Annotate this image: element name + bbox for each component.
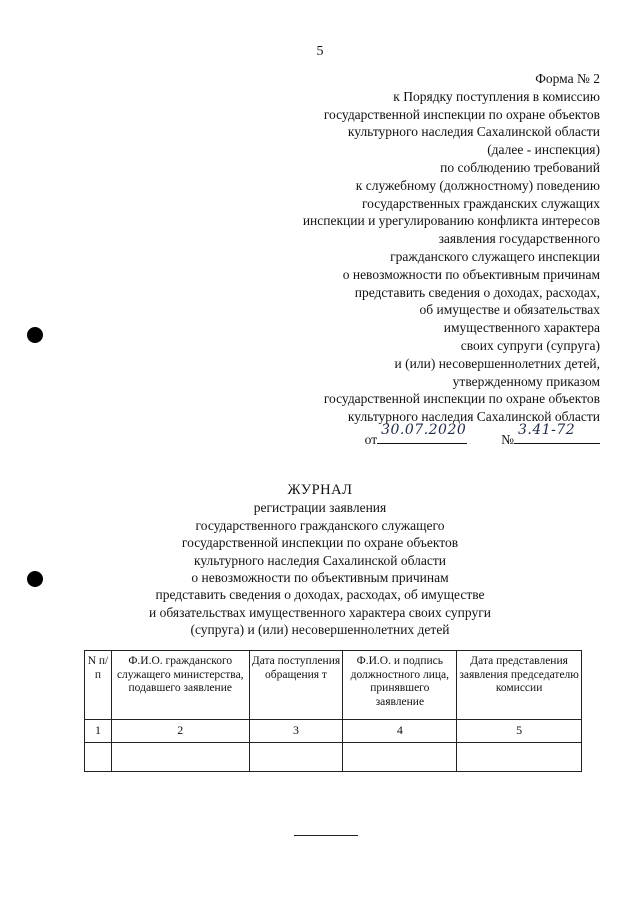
table-cell: 2 [111, 720, 249, 743]
table-cell [343, 743, 457, 772]
header-line: об имуществе и обязательствах [419, 302, 600, 318]
col-header-receipt-date: Дата поступления обращения т [249, 651, 343, 720]
header-line: инспекции и урегулированию конфликта интересов [302, 213, 600, 229]
col-header-official-name: Ф.И.О. и подпись должностного лица, принявшего заявление [343, 651, 457, 720]
header-line: культурного наследия Сахалинской области [347, 409, 600, 425]
col-header-presentation-date: Дата представления заявления председателю комиссии [457, 651, 582, 720]
page-number: 5 [316, 44, 324, 59]
journal-line: (супруга) и (или) несовершеннолетних детей [190, 622, 450, 638]
header-line: утвержденному приказом [452, 373, 600, 389]
col-header-number: N п/п [85, 651, 112, 720]
table-cell: 3 [249, 720, 343, 743]
header-line: по соблюдению требований [440, 159, 600, 175]
header-line: своих супруги (супруга) [460, 337, 600, 353]
header-line: государственных гражданских служащих [361, 195, 600, 211]
table-cell: 4 [343, 720, 457, 743]
journal-line: и обязательствах имущественного характера своих супруги [149, 604, 491, 620]
header-line: к служебному (должностному) поведению [355, 177, 600, 193]
journal-title: ЖУРНАЛ [287, 482, 353, 498]
header-line: государственной инспекции по охране объектов [323, 391, 600, 407]
header-line: (далее - инспекция) [487, 142, 600, 158]
handwritten-number: 3.41-72 [518, 421, 576, 438]
journal-line: регистрации заявления [253, 500, 387, 516]
table-cell [85, 743, 112, 772]
end-divider [294, 835, 358, 836]
header-line: и (или) несовершеннолетних детей, [394, 355, 600, 371]
table-cell: 1 [85, 720, 112, 743]
header-line: государственной инспекции по охране объектов [323, 106, 600, 122]
form-label: Форма № 2 [535, 71, 600, 86]
table-cell [111, 743, 249, 772]
header-line: гражданского служащего инспекции [390, 248, 600, 264]
date-field [377, 421, 467, 444]
journal-line: государственной инспекции по охране объектов [181, 535, 459, 551]
table-cell [457, 743, 582, 772]
header-line: культурного наследия Сахалинской области [347, 124, 600, 140]
journal-line: культурного наследия Сахалинской области [193, 552, 447, 568]
header-line: о невозможности по объективным причинам [342, 266, 600, 282]
number-field [514, 421, 600, 444]
journal-line: о невозможности по объективным причинам [191, 570, 449, 586]
journal-line: государственного гражданского служащего [195, 517, 445, 533]
form-header [303, 70, 600, 449]
header-line: имущественного характера [443, 320, 600, 336]
table-header-row [85, 651, 582, 720]
table-row [85, 720, 582, 743]
header-line: заявления государственного [438, 231, 600, 247]
date-prefix: от [364, 431, 378, 447]
table-cell [249, 743, 343, 772]
handwritten-date: 30.07.2020 [381, 421, 467, 438]
order-date-number [303, 421, 600, 449]
registration-table [84, 650, 582, 772]
header-line: к Порядку поступления в комиссию [393, 88, 600, 104]
table-row [85, 743, 582, 772]
col-header-employee-name: Ф.И.О. гражданского служащего министерства, подавшего заявление [111, 651, 249, 720]
punch-hole [27, 327, 43, 343]
journal-line: представить сведения о доходах, расходах, об имуществе [155, 587, 485, 603]
header-line: представить сведения о доходах, расходах, [354, 284, 600, 300]
journal-title-block [0, 482, 640, 639]
table-cell: 5 [457, 720, 582, 743]
number-prefix: № [501, 431, 514, 447]
